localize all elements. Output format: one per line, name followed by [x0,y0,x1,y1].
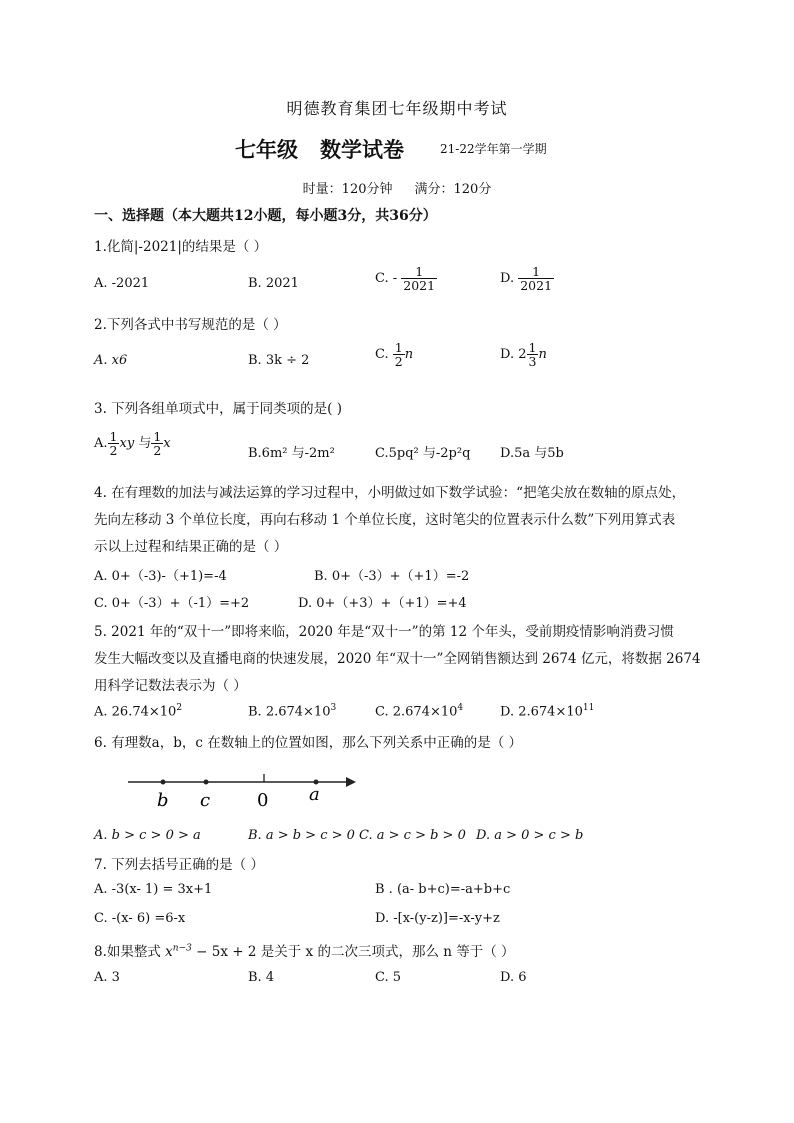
school-exam-heading: 明德教育集团七年级期中考试 [286,99,508,118]
q1-d-label: D. [500,271,515,287]
label-c: c [200,790,211,810]
q5-option-d: D. $2.674\times 10^{11}$ [500,703,595,720]
q8-option-c: C. 5 [375,970,402,985]
q1-option-c [375,265,437,292]
q2-option-c: C. $\frac{1}{2}$ n [375,340,414,370]
term-label: 21-22学年第一学期 [440,142,547,156]
q4-stem-line3: 示以上过程和结果正确的是（ ） [94,539,288,555]
q1-option-b: B. 2021 [248,276,299,291]
q4-option-d: D. 0+（+3）+（+1）=+4 [298,596,467,611]
point-b [161,780,166,785]
section-heading: 一、选择题（本大题共12小题，每小题3分，共36分） [94,208,437,224]
q2-d-fraction: $\frac{1}{3}$ [528,340,537,370]
point-c [204,780,209,785]
q1-option-d [500,265,554,292]
title-grade: 七年级 [235,137,298,162]
q8-option-b: B. 4 [248,970,275,985]
q2-stem: 2.下列各式中书写规范的是（ ） [94,317,287,333]
q2-c-fraction: $\frac{1}{2}$ [394,340,403,370]
q5-stem-line2: 发生大幅改变以及直播电商的快速发展，2020 年“双十一”全网销售额达到 2674 亿元，将数据 2674 [94,651,701,667]
q2-option-d: D. 2 $\frac{1}{3}$ n [500,340,547,370]
title-subject: 数学试卷 [320,137,404,162]
q8-stem: 8.如果整式 $x^{n-3} - 5x + 2$ 是关于 x 的二次三项式，那么 n 等于（ ） [94,943,515,960]
q7-option-c: C. -(x- 6) =6-x [94,911,186,926]
q4-option-a: A. 0+（-3)-（+1)=-4 [94,569,227,584]
q3-option-c: C.5pq² 与-2p²q [375,446,471,461]
q6-stem: 6. 有理数a，b，c 在数轴上的位置如图，那么下列关系中正确的是（ ） [94,735,523,751]
q4-stem-line2: 先向左移动 3 个单位长度，再向右移动 1 个单位长度，这时笔尖的位置表示什么数”下列用算式表 [94,512,676,528]
q7-option-d: D. -[x-(y-z)]=-x-y+z [375,911,500,926]
label-zero: 0 [257,790,269,810]
q3-option-b: B.6m² 与-2m² [248,446,335,461]
q1-c-fraction: $\frac{1}{2021}$ [403,264,436,294]
q6-option-c: C. a > c > b > 0 [359,828,466,843]
q6-option-b: B. a > b > c > 0 [248,828,355,843]
q5-stem-line3: 用科学记数法表示为（ ） [94,678,247,694]
label-a: a [309,784,320,805]
q6-option-a: A. b > c > 0 > a [94,828,201,843]
number-line-figure [120,768,365,810]
q5-option-b: B. $2.674\times 10^3$ [248,703,337,720]
q6-option-d: D. a > 0 > c > b [476,828,584,843]
q5-option-c: C. $2.674\times 10^4$ [375,703,464,720]
q7-option-b: B . (a- b+c)=-a+b+c [375,882,511,897]
q2-option-b: B. 3k ÷ 2 [248,353,310,368]
q7-stem: 7. 下列去括号正确的是（ ） [94,857,264,873]
q4-stem-line1: 4. 在有理数的加法与减法运算的学习过程中，小明做过如下数学试验：“把笔尖放在数轴的原点处， [94,485,686,501]
time-limit: 时量：120分钟 [302,182,393,197]
label-b: b [157,790,169,810]
q7-option-a: A. -3(x- 1) = 3x+1 [94,882,213,897]
q3-option-d: D.5a 与5b [500,446,564,461]
q8-option-a: A. 3 [94,970,120,985]
q4-option-c: C. 0+（-3）+（-1）=+2 [94,596,250,611]
q3-stem: 3. 下列各组单项式中，属于同类项的是( ) [94,401,342,417]
time-score-info [0,178,794,197]
q5-stem-line1: 5. 2021 年的“双十一”即将来临，2020 年是“双十一”的第 12 个年头，受前期疫情影响消费习惯 [94,624,674,640]
q8-option-d: D. 6 [500,970,527,985]
q1-option-a: A. -2021 [94,276,150,291]
exam-title [235,134,404,164]
q1-stem: 1.化简|-2021|的结果是（ ） [94,239,268,255]
q5-option-a: A. $26.74\times 10^2$ [94,703,183,720]
number-line-arrow [346,777,356,787]
full-score: 满分：120分 [414,182,492,197]
q2-option-a: A. x6 [94,353,128,368]
q4-option-b: B. 0+（-3）+（+1）=-2 [314,569,470,584]
q1-c-label: C. - [375,271,398,287]
q3-option-a: A. $\frac{1}{2}$ xy 与 $\frac{1}{2}$ x [94,429,171,459]
q1-d-fraction: $\frac{1}{2021}$ [520,264,553,294]
